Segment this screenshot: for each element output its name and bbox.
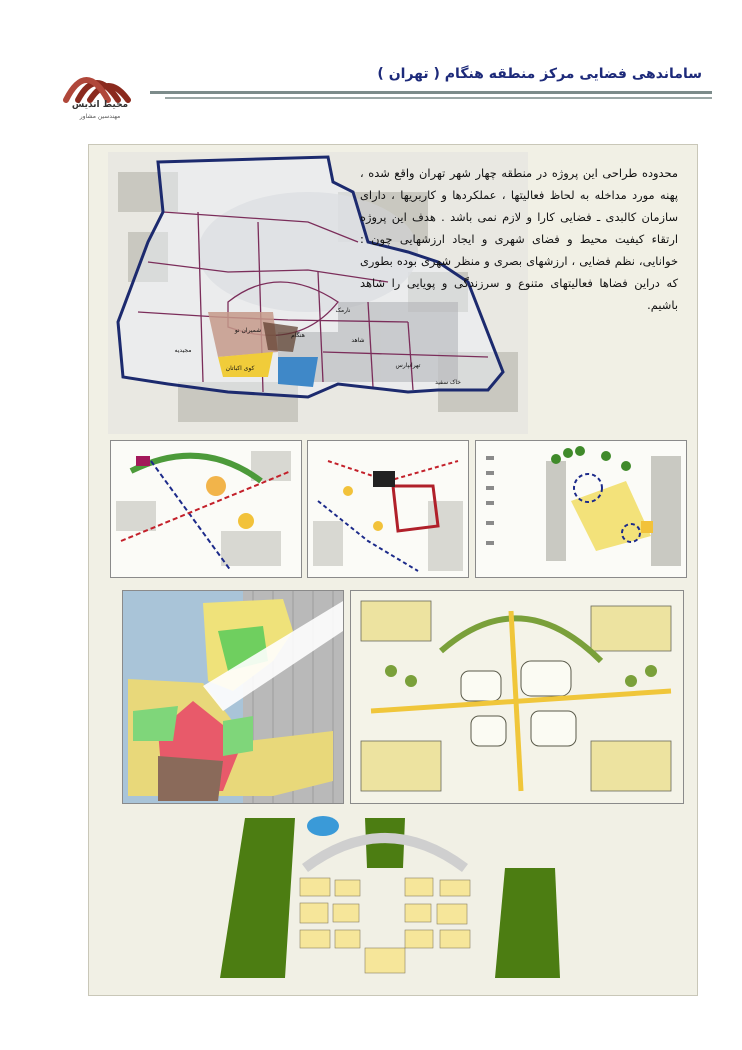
- header-rule-secondary: [165, 97, 712, 99]
- analysis-diagram-icon: [308, 441, 468, 577]
- map-label: تهرانپارس: [395, 362, 421, 369]
- land-use-map-frame: [122, 590, 344, 804]
- analysis-diagram-3: [475, 440, 687, 578]
- site-plan: [205, 808, 575, 988]
- analysis-diagram-icon: [111, 441, 301, 577]
- map-label: نارمک: [335, 307, 351, 314]
- master-plan-frame: [350, 590, 684, 804]
- project-description: محدوده طراحی این پروژه در منطقه چهار شهر تهران واقع شده ، پهنه مورد مداخله به لحاظ فعالیتها ، عملکردها و کاربریها ، دارای سازمان کالبدی ـ فضایی کارا و لازم نمی باشد . هدف این پروژه ارتقاء کیفیت محیط و فضای شهری و ایجاد ارزشهایی چون : خوانایی، نظم فضایی ، ارزشهای بصری و منظر شهری بوده بطوری که دراین فضاها فعالیتهای متنوع و سرزندگی و پویایی را شاهد باشیم.: [360, 166, 678, 312]
- map-label: خاک سفید: [435, 379, 461, 386]
- analysis-diagram-1: [110, 440, 302, 578]
- land-use-map: [123, 591, 343, 803]
- map-label: کوی اکباتان: [225, 365, 255, 372]
- map-label: مجیدیه: [174, 347, 192, 354]
- map-label: شاهد: [351, 337, 365, 344]
- master-plan: [351, 591, 683, 803]
- analysis-diagram-icon: [476, 441, 686, 577]
- map-label: هنگام: [291, 332, 305, 339]
- analysis-diagram-2: [307, 440, 469, 578]
- map-label: شمیران نو: [234, 327, 262, 334]
- header-rule: [150, 91, 712, 94]
- logo-name: محیط اندیش: [71, 100, 129, 110]
- page-title: ساماندهی فضایی مرکز منطقه هنگام ( تهران ): [377, 66, 702, 82]
- logo-subtitle: مهندسین مشاور: [79, 113, 121, 120]
